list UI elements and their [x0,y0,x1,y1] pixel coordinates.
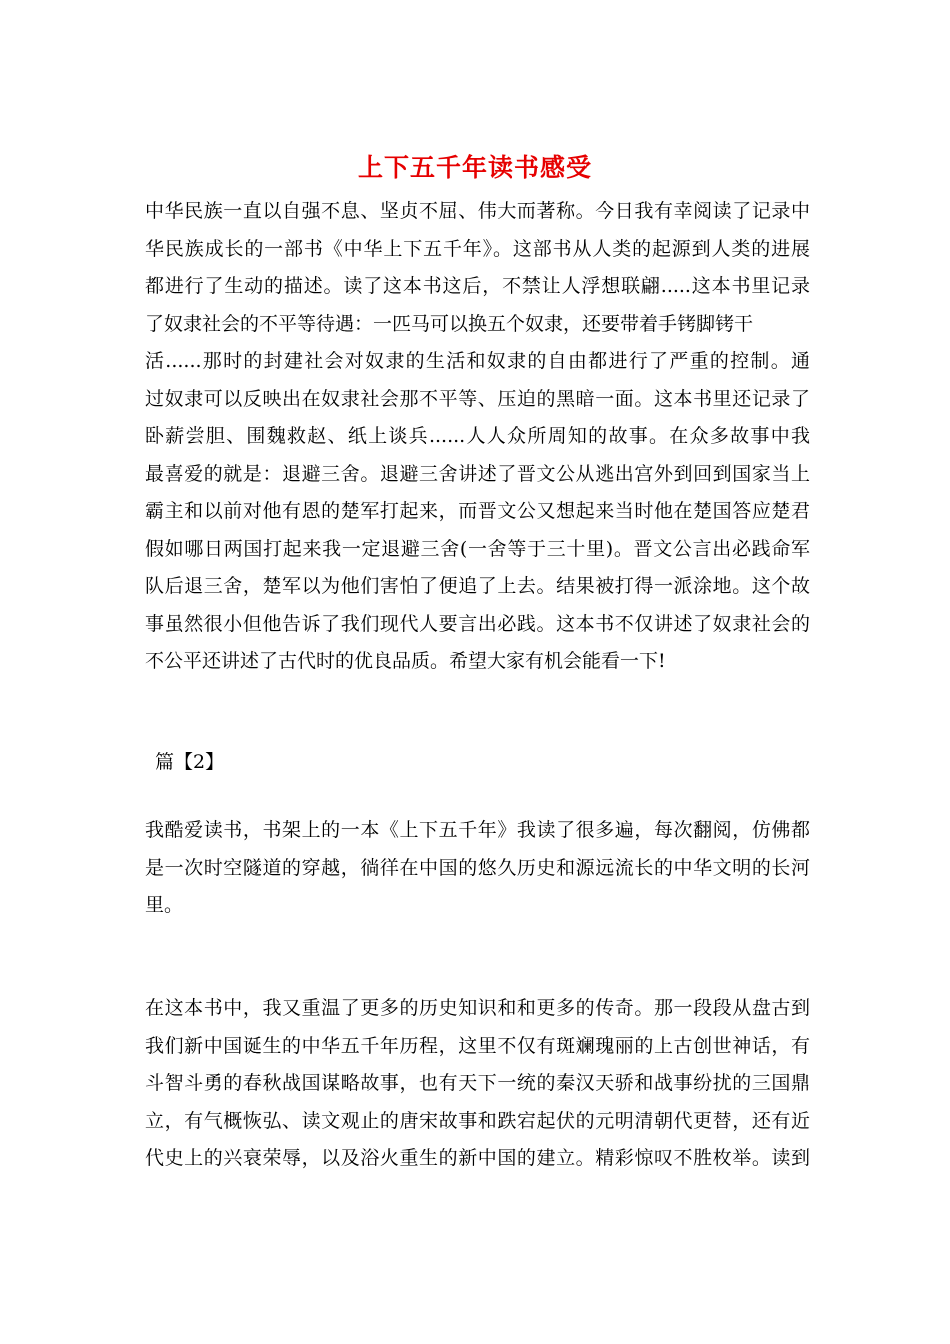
text-line: 不公平还讲述了古代时的优良品质。希望大家有机会能看一下! [145,650,666,672]
section-heading: 篇【2】 [155,751,225,773]
text-line: 霸主和以前对他有恩的楚军打起来，而晋文公又想起来当时他在楚国答应楚君 [145,500,810,522]
text-line: 是一次时空隧道的穿越，徜徉在中国的悠久历史和源远流长的中华文明的长河 [145,856,810,879]
paragraph-1 [145,193,810,681]
text-line: 卧薪尝胆、围魏救赵、纸上谈兵......人人众所周知的故事。在众多故事中我 [145,425,810,447]
text-line: 过奴隶可以反映出在奴隶社会那不平等、压迫的黑暗一面。这本书里还记录了 [145,387,810,410]
text-line: 最喜爱的就是：退避三舍。退避三舍讲述了晋文公从逃出宫外到回到国家当上 [145,462,810,485]
text-line: 都进行了生动的描述。读了这本书这后，不禁让人浮想联翩.....这本书里记录 [145,275,810,297]
text-line: 中华民族一直以自强不息、坚贞不屈、伟大而著称。今日我有幸阅读了记录中 [145,200,810,222]
text-line: 了奴隶社会的不平等待遇：一匹马可以换五个奴隶，还要带着手铐脚铐干 [145,312,754,335]
text-line: 活......那时的封建社会对奴隶的生活和奴隶的自由都进行了严重的控制。通 [145,350,810,372]
text-line: 我们新中国诞生的中华五千年历程，这里不仅有斑斓瑰丽的上古创世神话，有 [145,1034,810,1057]
text-line: 里。 [145,894,184,916]
text-line: 队后退三舍，楚军以为他们害怕了便追了上去。结果被打得一派涂地。这个故 [145,575,810,597]
text-line: 立，有气概恢弘、读文观止的唐宋故事和跌宕起伏的元明清朝代更替，还有近 [145,1109,810,1132]
text-line: 斗智斗勇的春秋战国谋略故事，也有天下一统的秦汉天骄和战事纷扰的三国鼎 [145,1072,810,1094]
paragraph-2 [145,812,810,925]
text-line: 事虽然很小但他告诉了我们现代人要言出必践。这本书不仅讲述了奴隶社会的 [145,612,810,635]
text-line: 代史上的兴衰荣辱，以及浴火重生的新中国的建立。精彩惊叹不胜枚举。读到 [145,1147,810,1169]
paragraph-3 [145,990,810,1178]
text-line: 假如哪日两国打起来我一定退避三舍(一舍等于三十里)。晋文公言出必践命军 [145,537,810,560]
document-title: 上下五千年读书感受 [357,153,592,182]
text-line: 我酷爱读书，书架上的一本《上下五千年》我读了很多遍，每次翻阅，仿佛都 [145,819,810,841]
text-line: 华民族成长的一部书《中华上下五千年》。这部书从人类的起源到人类的进展 [145,237,810,260]
text-line: 在这本书中，我又重温了更多的历史知识和和更多的传奇。那一段段从盘古到 [145,997,810,1019]
